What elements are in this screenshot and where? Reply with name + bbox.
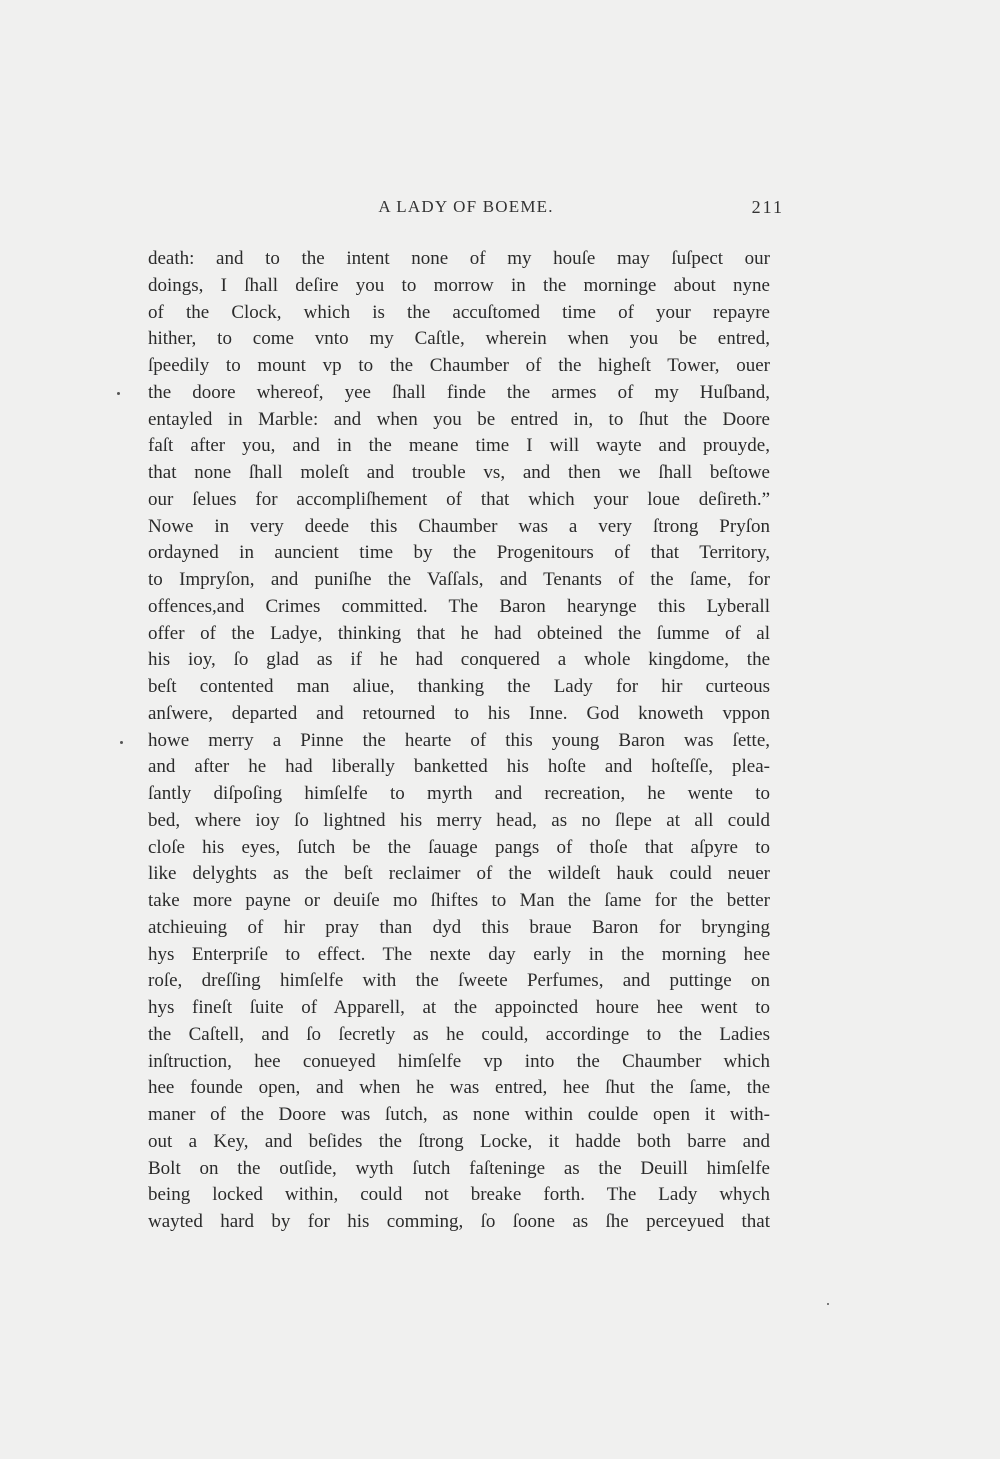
text-line: our ſelues for accompliſhement of that which your loue deſireth.” <box>148 488 770 510</box>
text-line: hee founde open, and when he was entred, hee ſhut the ſame, the <box>148 1077 770 1099</box>
text-line: of the Clock, which is the accuſtomed time of your repayre <box>148 301 770 323</box>
text-line: cloſe his eyes, ſutch be the ſauage pangs of thoſe that aſpyre to <box>148 836 770 858</box>
text-line: ſantly diſpoſing himſelfe to myrth and recreation, he wente to <box>148 783 770 804</box>
text-line: inſtruction, hee conueyed himſelfe vp into the Chaumber which <box>148 1050 770 1072</box>
text-line: ſpeedily to mount vp to the Chaumber of the higheſt Tower, ouer <box>148 355 770 376</box>
text-line: out a Key, and beſides the ſtrong Locke, it hadde both barre and <box>148 1130 770 1152</box>
text-line: atchieuing of hir pray than dyd this braue Baron for brynging <box>148 916 770 938</box>
text-line: the doore whereof, yee ſhall finde the armes of my Huſband, <box>148 381 770 403</box>
text-line: to Impryſon, and puniſhe the Vaſſals, and Tenants of the ſame, for <box>148 569 770 590</box>
text-line: wayted hard by for his comming, ſo ſoone as ſhe perceyued that <box>148 1211 770 1232</box>
text-line: anſwere, departed and retourned to his Inne. God knoweth vppon <box>148 702 770 724</box>
text-line: and after he had liberally banketted his hoſte and hoſteſſe, plea- <box>148 756 770 778</box>
text-line: take more payne or deuiſe mo ſhiftes to Man the ſame for the better <box>148 890 770 911</box>
text-line: Nowe in very deede this Chaumber was a very ſtrong Pryſon <box>148 515 770 537</box>
text-line: Bolt on the outſide, wyth ſutch faſteninge as the Deuill himſelfe <box>148 1157 770 1179</box>
text-line: offences,and Crimes committed. The Baron hearynge this Lyberall <box>148 595 770 617</box>
text-line: being locked within, could not breake forth. The Lady whych <box>148 1184 770 1206</box>
text-line: maner of the Doore was ſutch, as none within coulde open it with- <box>148 1104 770 1125</box>
text-line: the Caſtell, and ſo ſecretly as he could, accordinge to the Ladies <box>148 1023 770 1045</box>
page-number: 211 <box>751 197 784 217</box>
text-line: ordayned in auncient time by the Progenitours of that Territory, <box>148 542 770 564</box>
text-line: roſe, dreſſing himſelfe with the ſweete Perfumes, and puttinge on <box>148 970 770 992</box>
ink-speck <box>117 392 120 395</box>
page-header <box>148 197 784 227</box>
text-line: his ioy, ſo glad as if he had conquered a whole kingdome, the <box>148 649 770 671</box>
text-line: that none ſhall moleſt and trouble vs, and then we ſhall beſtowe <box>148 462 770 483</box>
text-line: beſt contented man aliue, thanking the Lady for hir curteous <box>148 676 770 697</box>
text-line: bed, where ioy ſo lightned his merry head, as no ſlepe at all could <box>148 809 770 831</box>
text-line: doings, I ſhall deſire you to morrow in the morninge about nyne <box>148 274 770 296</box>
text-line: death: and to the intent none of my houſe may ſuſpect our <box>148 248 770 269</box>
ink-speck <box>120 741 123 744</box>
ink-speck <box>827 1303 829 1305</box>
text-line: hys Enterpriſe to effect. The nexte day early in the morning hee <box>148 943 770 965</box>
text-line: like delyghts as the beſt reclaimer of the wildeſt hauk could neuer <box>148 863 770 885</box>
text-line: entayled in Marble: and when you be entred in, to ſhut the Doore <box>148 408 770 430</box>
running-title: A LADY OF BOEME. <box>378 197 554 216</box>
text-line: hys fineſt ſuite of Apparell, at the appoincted houre hee went to <box>148 997 770 1018</box>
text-line: faſt after you, and in the meane time I will wayte and prouyde, <box>148 435 770 457</box>
text-line: hither, to come vnto my Caſtle, wherein when you be entred, <box>148 328 770 350</box>
text-line: howe merry a Pinne the hearte of this young Baron was ſette, <box>148 729 770 751</box>
body-text <box>148 246 770 1236</box>
text-line: offer of the Ladye, thinking that he had obteined the ſumme of al <box>148 622 770 644</box>
